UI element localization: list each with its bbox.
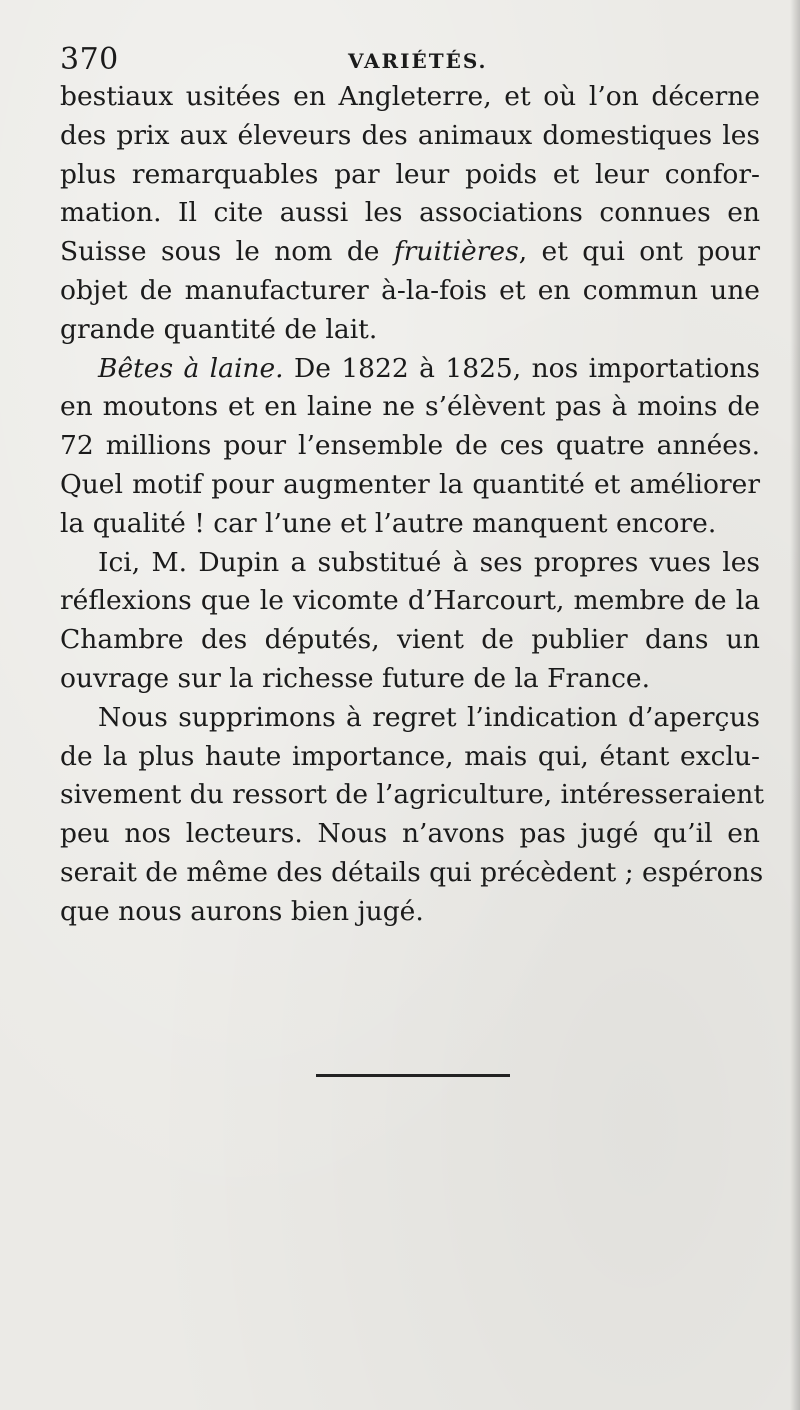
italic-term: fruitières bbox=[393, 236, 519, 268]
text-line: serait de même des détails qui précèdent ; espérons bbox=[60, 856, 764, 888]
text-line: Chambre des députés, vient de publier dans un bbox=[60, 624, 760, 656]
paragraph-3 bbox=[60, 544, 760, 699]
text-line-mixed bbox=[60, 233, 760, 272]
text-line: la qualité ! car l’une et l’autre manquent encore. bbox=[60, 507, 717, 539]
text-line: plus remarquables par leur poids et leur confor- bbox=[60, 158, 760, 190]
text-line: 72 millions pour l’ensemble de ces quatre années. bbox=[60, 430, 760, 462]
paragraph-4 bbox=[60, 699, 764, 932]
text-line-mixed bbox=[60, 350, 760, 389]
text-line: grande quantité de lait. bbox=[60, 313, 378, 345]
body-text bbox=[60, 78, 764, 932]
text-line: ouvrage sur la richesse future de la France. bbox=[60, 662, 651, 694]
text-line: que nous aurons bien jugé. bbox=[60, 895, 424, 927]
running-title: VARIÉTÉS. bbox=[348, 49, 488, 73]
text-line: Quel motif pour augmenter la quantité et améliorer bbox=[60, 468, 760, 500]
text-segment: Suisse sous le nom de bbox=[60, 236, 380, 268]
page-number: 370 bbox=[60, 42, 119, 77]
text-line: sivement du ressort de l’agriculture, intéresseraient bbox=[60, 779, 764, 811]
paragraph-1 bbox=[60, 78, 760, 350]
text-line: des prix aux éleveurs des animaux domestiques les bbox=[60, 119, 760, 151]
text-line: peu nos lecteurs. Nous n’avons pas jugé qu’il en bbox=[60, 818, 760, 850]
text-line: Ici, M. Dupin a substitué à ses propres vues les bbox=[98, 546, 760, 578]
text-line: de la plus haute importance, mais qui, étant exclu- bbox=[60, 740, 760, 772]
page-edge-shadow bbox=[790, 0, 800, 1410]
text-line: en moutons et en laine ne s’élèvent pas à moins de bbox=[60, 391, 760, 423]
text-line: bestiaux usitées en Angleterre, et où l’on décerne bbox=[60, 81, 760, 112]
section-lead-italic: Bêtes à laine. bbox=[98, 352, 284, 384]
text-segment: , et qui ont pour bbox=[518, 236, 760, 268]
paragraph-2 bbox=[60, 350, 760, 544]
section-divider-rule bbox=[316, 1074, 510, 1077]
text-line: réflexions que le vicomte d’Harcourt, membre de la bbox=[60, 585, 760, 617]
text-line: mation. Il cite aussi les associations connues en bbox=[60, 197, 760, 229]
running-head bbox=[60, 42, 760, 78]
text-line: objet de manufacturer à-la-fois et en commun une bbox=[60, 274, 760, 306]
text-line: Nous supprimons à regret l’indication d’aperçus bbox=[98, 701, 760, 733]
text-segment: De 1822 à 1825, nos importations bbox=[283, 352, 760, 384]
